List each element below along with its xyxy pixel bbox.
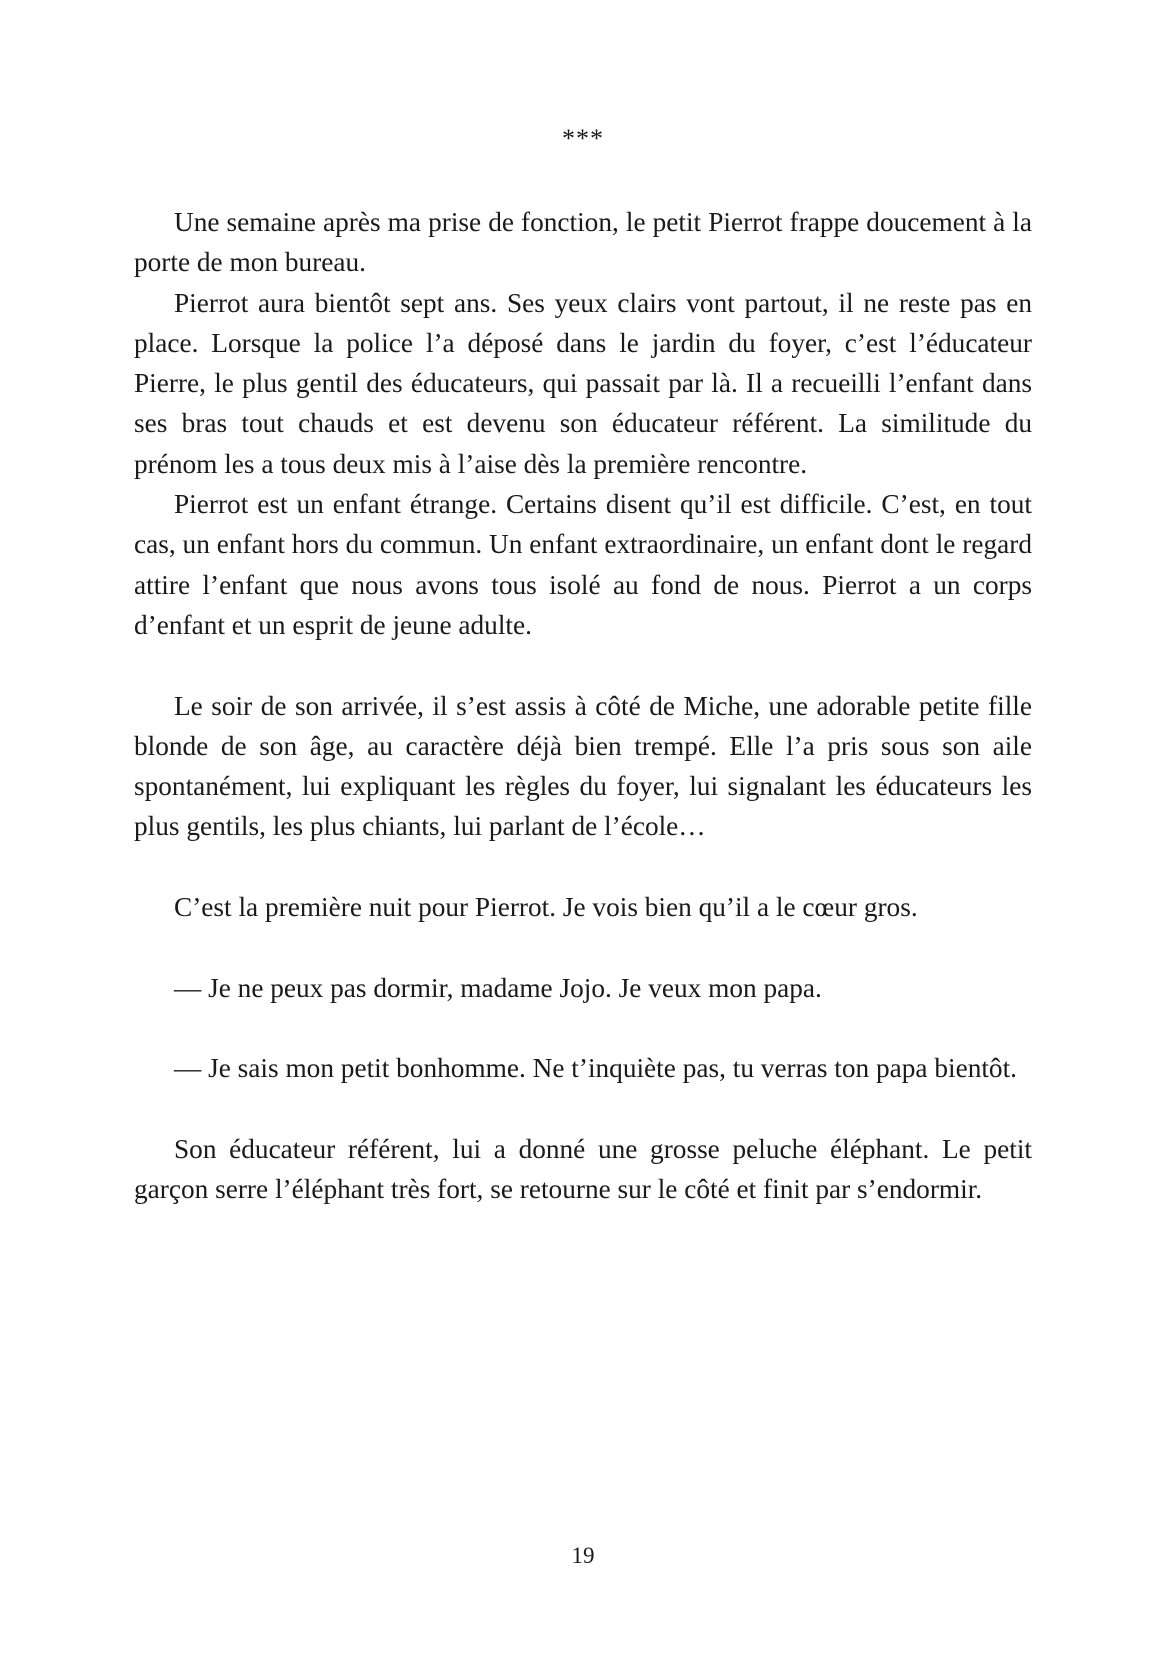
paragraph: C’est la première nuit pour Pierrot. Je vois bien qu’il a le cœur gros. xyxy=(174,892,918,923)
dialogue-line: — Je ne peux pas dormir, madame Jojo. Je veux mon papa. xyxy=(174,972,822,1003)
body-text xyxy=(134,202,1032,1209)
page-number: 19 xyxy=(571,1543,595,1568)
section-separator: *** xyxy=(562,124,604,153)
paragraph: Le soir de son arrivée, il s’est assis à côté de Miche, une adorable petite fille blonde de son âge, au caractère déjà bien trempé. Elle l’a pris sous son aile spontanément, lui expliquant les règles du foyer, lui signalant les éducateurs les plus gentils, les plus chiants, lui parlant de l’école… xyxy=(134,690,1032,842)
paragraph: Une semaine après ma prise de fonction, le petit Pierrot frappe doucement à la porte de mon bureau. xyxy=(134,207,1032,278)
paragraph: Pierrot aura bientôt sept ans. Ses yeux clairs vont partout, il ne reste pas en place. Lorsque la police l’a déposé dans le jardin du foyer, c’est l’éducateur Pierre, le plus gentil des éducateurs, qui passait par là. Il a recueilli l’enfant dans ses bras tout chauds et est devenu son éducateur référent. La similitude du prénom les a tous deux mis à l’aise dès la première rencontre. xyxy=(134,287,1032,479)
dialogue-line: — Je sais mon petit bonhomme. Ne t’inquiète pas, tu verras ton papa bientôt. xyxy=(174,1053,1017,1084)
paragraph: Pierrot est un enfant étrange. Certains disent qu’il est difficile. C’est, en tout cas, un enfant hors du commun. Un enfant extraordinaire, un enfant dont le regard attire l’enfant que nous avons tous isolé au fond de nous. Pierrot a un corps d’enfant et un esprit de jeune adulte. xyxy=(134,489,1032,640)
paragraph: Son éducateur référent, lui a donné une grosse peluche éléphant. Le petit garçon serre l’éléphant très fort, se retourne sur le côté et finit par s’endormir. xyxy=(134,1133,1032,1205)
